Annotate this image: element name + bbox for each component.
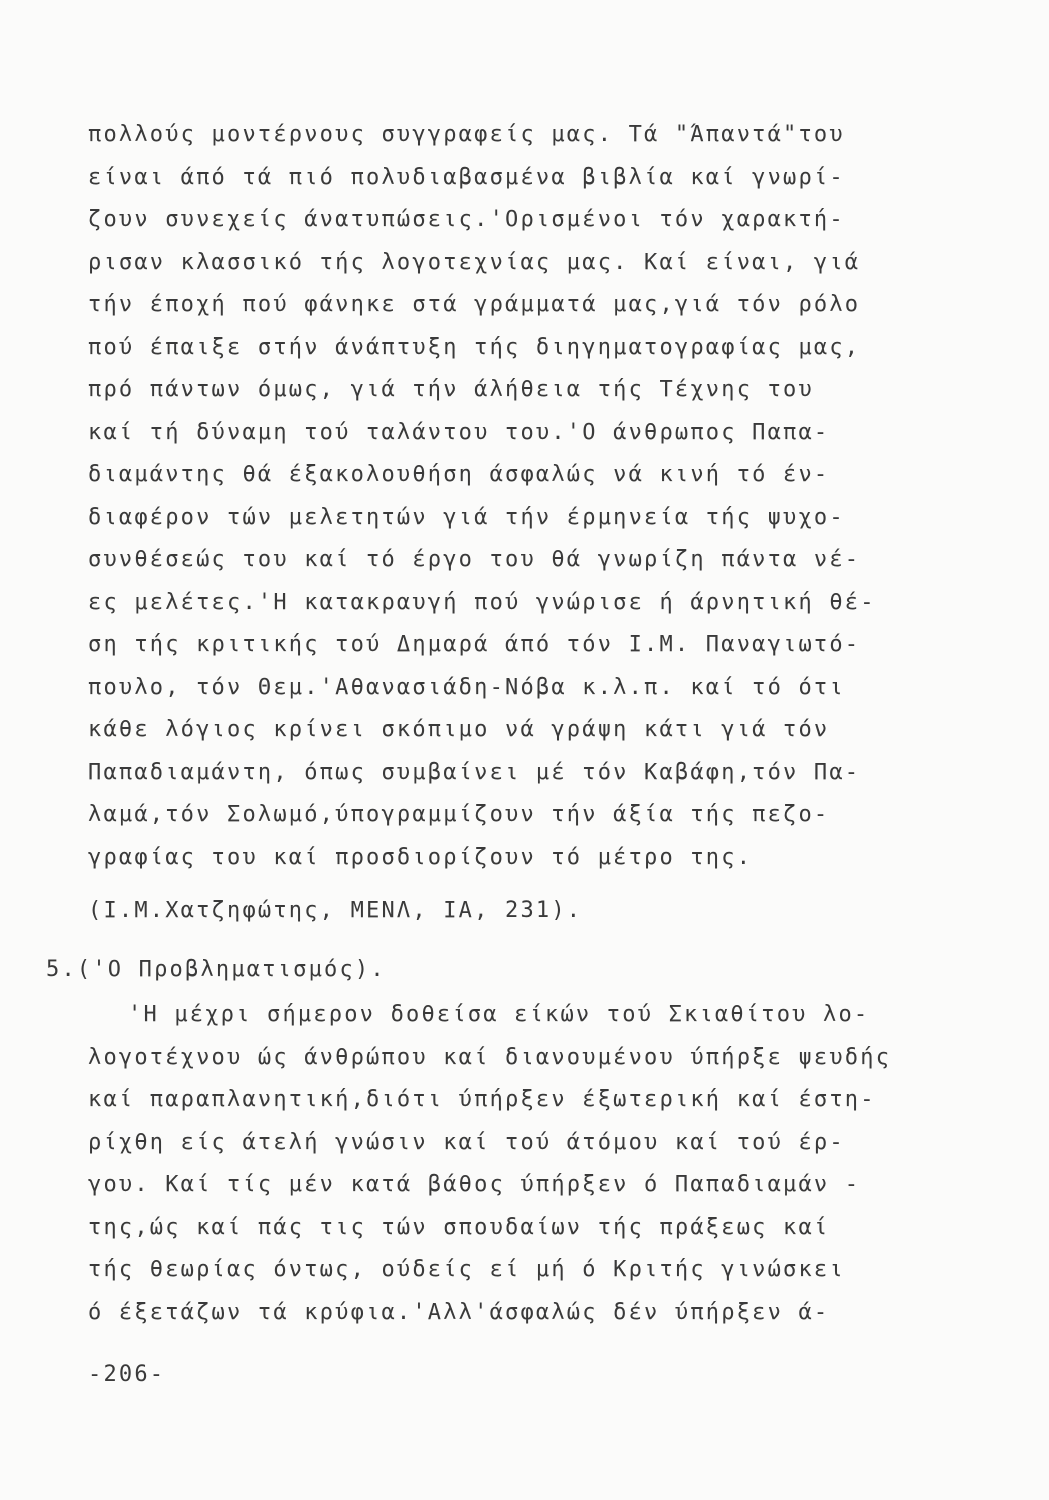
text-line: της,ώς καί πάς τις τών σπουδαίων τής πράξεως καί	[88, 1214, 830, 1240]
text-line: ρίχθη είς άτελή γνώσιν καί τού άτόμου καί τού έρ-	[88, 1129, 845, 1155]
text-line: πού έπαιξε στήν άνάπτυξη τής διηγηματογραφίας μας,	[88, 334, 861, 360]
text-line: πουλο, τόν Θεμ.'Αθανασιάδη-Νόβα κ.λ.π. καί τό ότι	[88, 674, 845, 700]
text-line: τήν έποχή πού φάνηκε στά γράμματά μας,γιά τόν ρόλο	[88, 292, 861, 317]
text-line: είναι άπό τά πιό πολυδιαβασμένα βιβλία καί γνωρί-	[88, 164, 845, 190]
text-line: ση τής κριτικής τού Δημαρά άπό τόν Ι.Μ. Παναγιωτό-	[88, 632, 861, 657]
text-line: λογοτέχνου ώς άνθρώπου καί διανουμένου ύπήρξε ψευδής	[88, 1044, 892, 1070]
text-line: πρό πάντων όμως, γιά τήν άλήθεια τής Τέχνης του	[88, 377, 814, 402]
text-line: διαμάντης θά έξακολουθήση άσφαλώς νά κινή τό έν-	[88, 462, 830, 487]
text-line: ρισαν κλασσικό τής λογοτεχνίας μας. Καί είναι, γιά	[88, 249, 861, 275]
text-line: κάθε λόγιος κρίνει σκόπιμο νά γράψη κάτι γιά τόν	[88, 717, 830, 742]
text-line: τής θεωρίας όντως, ούδείς εί μή ό Κριτής γινώσκει	[88, 1257, 845, 1282]
text-line: ό έξετάζων τά κρύφια.'Αλλ'άσφαλώς δέν ύπήρξεν ά-	[88, 1299, 830, 1325]
text-line: συνθέσεώς του καί τό έργο του θά γνωρίζη πάντα νέ-	[88, 547, 861, 572]
text-line: διαφέρον τών μελετητών γιά τήν έρμηνεία τής ψυχο-	[88, 504, 845, 530]
text-line: ες μελέτες.'Η κατακραυγή πού γνώρισε ή άρνητική θέ-	[88, 589, 876, 615]
text-line: πολλούς μοντέρνους συγγραφείς μας. Τά "Άπαντά"του	[88, 122, 845, 147]
text-line: καί τή δύναμη τού ταλάντου του.'Ο άνθρωπος Παπα-	[88, 419, 830, 445]
text-line: γραφίας του καί προσδιορίζουν τό μέτρο της.	[88, 844, 753, 870]
text-line: Παπαδιαμάντη, όπως συμβαίνει μέ τόν Καβάφη,τόν Πα-	[88, 759, 861, 785]
text-line: καί παραπλανητική,διότι ύπήρξεν έξωτερική καί έστη-	[88, 1087, 876, 1112]
text-line: ζουν συνεχείς άνατυπώσεις.'Ορισμένοι τόν χαρακτή-	[88, 207, 845, 232]
text-line: 'Η μέχρι σήμερον δοθείσα είκών τού Σκιαθίτου λο-	[128, 1002, 870, 1027]
page-number: -206-	[88, 1362, 166, 1387]
text-line: γου. Καί τίς μέν κατά βάθος ύπήρξεν ό Παπαδιαμάν -	[88, 1172, 861, 1197]
section-heading: 5.('Ο Προβληματισμός).	[46, 957, 386, 982]
citation: (Ι.Μ.Χατζηφώτης, ΜΕΝΛ, ΙΑ, 231).	[88, 898, 583, 923]
text-line: λαμά,τόν Σολωμό,ύπογραμμίζουν τήν άξία τής πεζο-	[88, 802, 830, 827]
